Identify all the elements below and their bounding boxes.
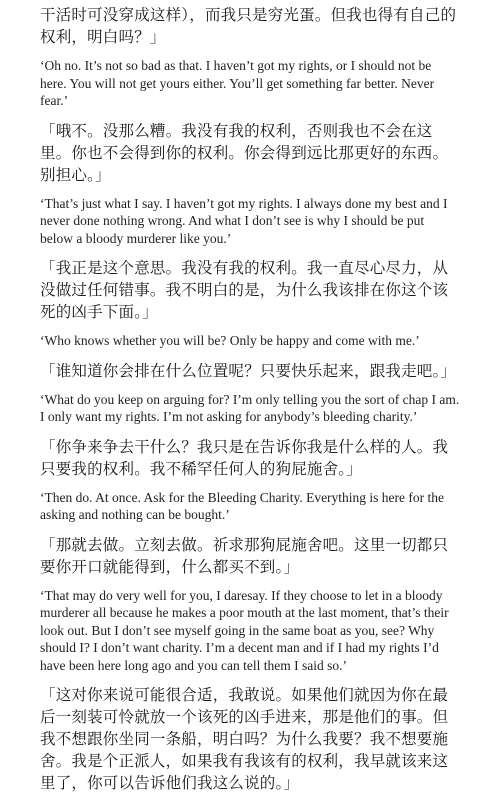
- chinese-paragraph: 「你争来争去干什么？我只是在告诉你我是什么样的人。我只要我的权利。我不稀罕任何人的狗屁施舍。」: [40, 437, 449, 478]
- chinese-paragraph: 「哦不。没那么糟。我没有我的权利，否则我也不会在这里。你也不会得到你的权利。你会得到远比那更好的东西。别担心。」: [40, 121, 449, 184]
- english-paragraph: ‘That may do very well for you, I daresay. If they choose to let in a bloody murderer all because he makes a poor mouth at the last moment, that’s their look out. But I don’t see myself going in the same boat as you, see? Why should I? I don’t want charity. I’m a decent man and if I had my rights I’d have been here long ago and you can tell them I said so.’: [40, 587, 449, 673]
- chinese-paragraph: 「那就去做。立刻去做。祈求那狗屁施舍吧。这里一切都只要你开口就能得到，什么都买不到。」: [40, 535, 449, 576]
- chinese-paragraph: 「这对你来说可能很合适，我敢说。如果他们就因为你在最后一刻装可怜就放一个该死的凶手进来，那是他们的事。但我不想跟你坐同一条船，明白吗？为什么我要？我不想要施舍。我是个正派人，如果我有我该有的权利，我早就该来这里了，你可以告诉他们我这么说的。」: [40, 686, 449, 792]
- english-paragraph: ‘What do you keep on arguing for? I’m only telling you the sort of chap I am. I only want my rights. I’m not asking for anybody’s bleeding charity.’: [40, 391, 460, 424]
- english-paragraph: ‘That’s just what I say. I haven’t got my rights. I always done my best and I never done nothing wrong. And what I don’t see is why I should be put below a bloody murderer like you.’: [40, 195, 448, 246]
- chinese-paragraph: 干活时可没穿成这样），而我只是穷光蛋。但我也得有自己的权利，明白吗？」: [40, 6, 457, 46]
- english-paragraph: ‘Then do. At once. Ask for the Bleeding Charity. Everything is here for the asking and nothing can be bought.’: [40, 489, 445, 522]
- chinese-paragraph: 「谁知道你会排在什么位置呢？只要快乐起来，跟我走吧。」: [40, 361, 457, 380]
- chinese-paragraph: 「我正是这个意思。我没有我的权利。我一直尽心尽力，从没做过任何错事。我不明白的是，为什么我该排在你这个该死的凶手下面。」: [40, 259, 449, 321]
- english-paragraph: ‘Oh no. It’s not so bad as that. I haven’t got my rights, or I should not be here. You will not get yours either. You’ll get something far better. Never fear.’: [40, 58, 435, 108]
- english-paragraph: ‘Who knows whether you will be? Only be happy and come with me.’: [40, 333, 420, 348]
